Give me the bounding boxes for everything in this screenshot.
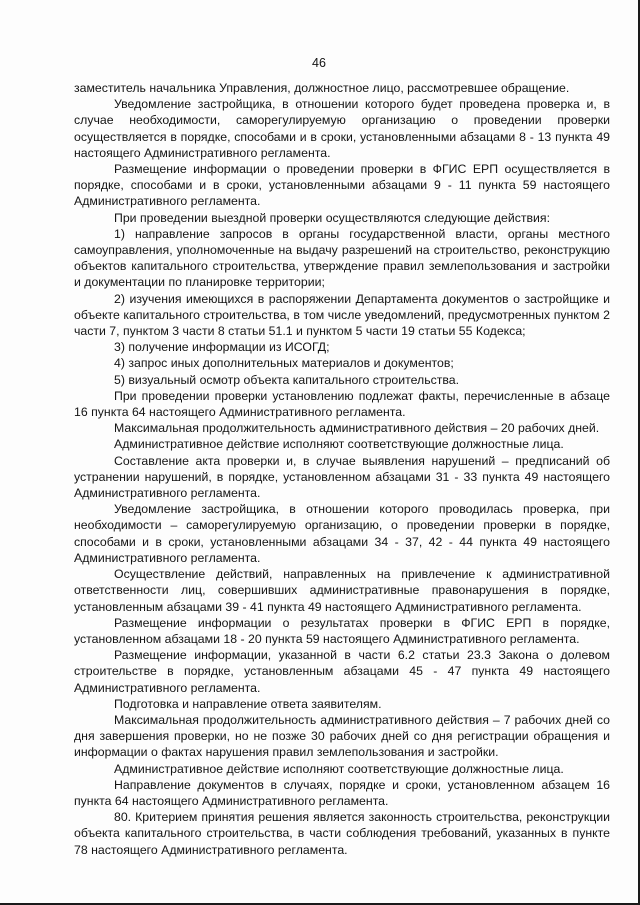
paragraph: Осуществление действий, направленных на привлечение к административной ответственности лиц, совершивших административные правонарушения в порядке, установленным абзацами 39 - 41 пункта 49 настоящего Административного регламента.: [74, 567, 610, 614]
paragraph: Административное действие исполняют соответствующие должностные лица.: [114, 761, 564, 776]
paragraph: Размещение информации о проведении проверки в ФГИС ЕРП осуществляется в порядке, способами и в сроки, установленными абзацами 9 - 11 пункта 59 настоящего Административного регламента.: [74, 162, 610, 209]
paragraph: Размещение информации, указанной в части 6.2 статьи 23.3 Закона о долевом строительстве в порядке, установленным абзацами 45 - 47 пункта 49 настоящего Административного регламента.: [74, 648, 610, 695]
document-body: [74, 80, 610, 858]
paragraph: Составление акта проверки и, в случае выявления нарушений – предписаний об устранении нарушений, в порядке, установленном абзацами 31 - 33 пункта 49 настоящего Административного регламента.: [74, 453, 610, 501]
paragraph: Уведомление застройщика, в отношении которого проводилась проверка, при необходимости – саморегулируемую организацию, о проведении проверки в порядке, способами и в сроки, установленными абзацами 34 - 37, 42 - 44 пункта 49 настоящего Административного регламента.: [74, 502, 610, 565]
paragraph: Размещение информации о результатах проверки в ФГИС ЕРП в порядке, установленном абзацами 18 - 20 пункта 59 настоящего Административного регламента.: [74, 615, 610, 646]
list-item: 2) изучения имеющихся в распоряжении Департамента документов о застройщике и объекте капитального строительства, в том числе уведомлений, предусмотренных пунктом 2 части 7, пунктом 3 части 8 статьи 51.1 и пунктом 5 части 19 статьи 55 Кодекса;: [74, 291, 610, 339]
paragraph: Максимальная продолжительность административного действия – 20 рабочих дней.: [114, 421, 600, 436]
paragraph: Максимальная продолжительность административного действия – 7 рабочих дней со дня завершения проверки, но не позже 30 рабочих дней со дня регистрации обращения и информации о фактах нарушения правил землепользования и застройки.: [74, 712, 610, 760]
paragraph: При проведении выездной проверки осуществляются следующие действия:: [114, 210, 551, 225]
paragraph: Подготовка и направление ответа заявителям.: [114, 696, 382, 711]
paragraph: Уведомление застройщика, в отношении которого будет проведена проверка и, в случае необходимости, саморегулируемую организацию о проведении проверки осуществляется в порядке, способами и в сроки, установленными абзацами 8 - 13 пункта 49 настоящего Административного регламента.: [74, 97, 610, 160]
page-number: 46: [312, 56, 326, 70]
list-item: 5) визуальный осмотр объекта капитального строительства.: [114, 372, 460, 387]
clause-80: 80. Критерием принятия решения является законность строительства, реконструкции объекта капитального строительства, в части соблюдения требований, указанных в пункте 78 настоящего Административного регламента.: [74, 810, 610, 857]
list-item: 3) получение информации из ИСОГД;: [114, 340, 330, 355]
paragraph: Направление документов в случаях, порядке и сроки, установленном абзацем 16 пункта 64 настоящего Административного регламента.: [74, 777, 610, 808]
paragraph: Административное действие исполняют соответствующие должностные лица.: [114, 437, 564, 452]
list-item: 4) запрос иных дополнительных материалов и документов;: [114, 356, 454, 371]
paragraph: При проведении проверки установлению подлежат факты, перечисленные в абзаце 16 пункта 64 настоящего Административного регламента.: [74, 388, 610, 420]
paragraph: заместитель начальника Управления, должностное лицо, рассмотревшее обращение.: [74, 81, 570, 95]
list-item: 1) направление запросов в органы государственной власти, органы местного самоуправления, уполномоченные на выдачу разрешений на строительство, реконструкцию объектов капитального строительства, утверждение правил землепользования и застройки и документации по планировке территории;: [74, 226, 610, 290]
